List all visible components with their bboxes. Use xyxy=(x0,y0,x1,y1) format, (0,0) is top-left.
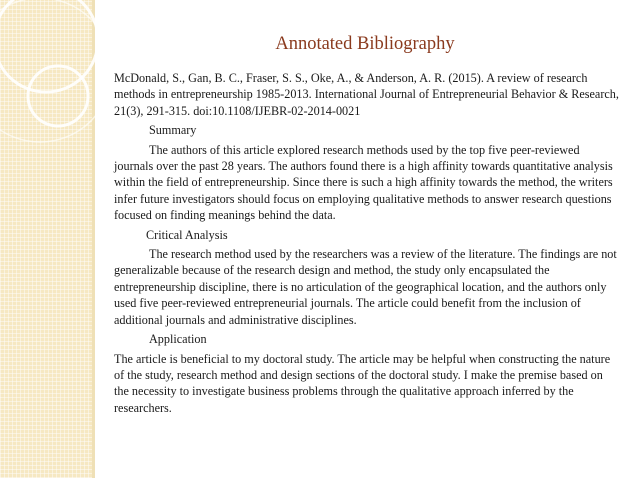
application-heading: Application xyxy=(149,332,207,347)
citation: McDonald, S., Gan, B. C., Fraser, S. S., Oke, A., & Anderson, A. R. (2015). A review of research methods in entrepreneurship 1985-2013. International Journal of Entrepreneurial Behavior & Research, 21(3), 291-315. doi:10.1108/IJEBR-02-2014-0021 xyxy=(114,71,619,118)
critical-analysis-heading: Critical Analysis xyxy=(146,227,228,242)
decorative-circles-graphic xyxy=(0,0,110,478)
summary-text: The authors of this article explored research methods used by the top five peer-reviewed journals over the past 28 years. The authors found there is a high affinity towards quantitative analysis within the field of entrepreneurship. Since there is such a high affinity towards the method, the writers infer future investigators should focus on employing qualitative methods to answer research questions focused on finding meanings behind the data. xyxy=(114,142,613,223)
critical-analysis-text: The research method used by the researchers was a review of the literature. The findings are not generalizable because of the research design and method, the study only encapsulated the entrepreneurship discipline, there is no articulation of the geographical location, and the authors only used five peer-reviewed entrepreneurial journals. The article could benefit from the inclusion of additional journals and administrative disciplines. xyxy=(114,247,617,327)
application-text: The article is beneficial to my doctoral study. The article may be helpful when constructing the nature of the study, research method and design sections of the doctoral study. I make the premise based on the necessity to investigate business problems through the qualitative approach inferred by the researchers. xyxy=(114,351,611,415)
summary-heading: Summary xyxy=(149,123,197,138)
slide-title: Annotated Bibliography xyxy=(275,34,455,54)
slide-body xyxy=(114,70,620,416)
